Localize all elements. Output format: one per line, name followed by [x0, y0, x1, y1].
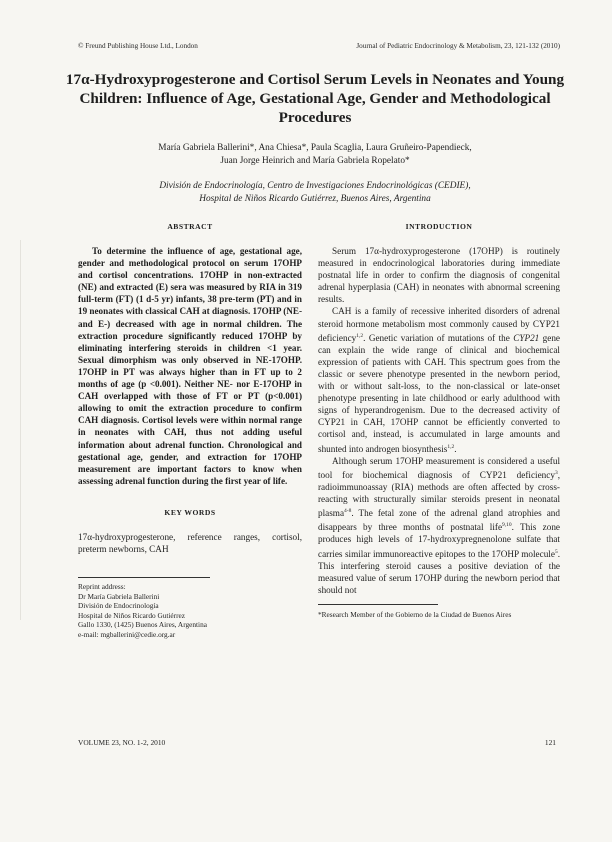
citation-superscript: 3	[554, 469, 558, 476]
gene-name: CYP21	[513, 332, 540, 343]
intro-p2-text-d: .	[454, 443, 457, 454]
intro-paragraph-1: Serum 17α-hydroxyprogesterone (17OHP) is routinely measured in endocrinological laboratories during immediate postnatal life in order to confirm the diagnosis of congenital adrenal hyperplasia (CAH) in neonates with abnormal screening results.	[318, 246, 560, 305]
author-footnote: *Research Member of the Gobierno de la Ciudad de Buenos Aires	[318, 610, 512, 619]
citation-superscript: 9,10	[502, 522, 512, 529]
reprint-hospital: Hospital de Niños Ricardo Gutiérrez	[78, 610, 185, 620]
running-header-journal: Journal of Pediatric Endocrinology & Metabolism, 23, 121-132 (2010)	[356, 42, 560, 50]
affiliation	[70, 180, 560, 205]
intro-p3-text-b: , radioimmunoassay (RIA) methods are often affected by cross-reacting with structurally similar steroids present in neonatal plasma	[318, 469, 560, 519]
article-title: 17α-Hydroxyprogesterone and Cortisol Serum Levels in Neonates and Young Children: Influence of Age, Gestational Age, Gender and Methodological Procedures	[65, 71, 565, 126]
citation-superscript: 1,2	[356, 332, 364, 339]
affiliation-line-2: Hospital de Niños Ricardo Gutiérrez, Buenos Aires, Argentina	[199, 193, 431, 204]
reprint-label: Reprint address:	[78, 582, 126, 592]
abstract-heading: ABSTRACT	[167, 222, 213, 231]
introduction-heading: INTRODUCTION	[405, 222, 473, 231]
reprint-name: Dr María Gabriela Ballerini	[78, 591, 160, 601]
running-header-publisher: © Freund Publishing House Ltd., London	[78, 42, 198, 50]
author-line-1: María Gabriela Ballerini*, Ana Chiesa*, Paula Scaglia, Laura Gruñeiro-Papendieck,	[158, 143, 472, 153]
abstract-text: To determine the influence of age, gestational age, gender and methodological protocol on serum 17OHP and cortisol concentrations. 17OHP in non-extracted (NE) and extracted (E) sera was measured by RIA in 319 full-term (FT) (1 d-5 yr) infants, 38 pre-term (PT) and in 19 neonates with classical CAH at diagnosis. 17OHP (NE- and E-) decreased with age in normal children. The extraction procedure significantly reduced 17OHP by eliminating interfering steroids in children <1 year. Sexual dimorphism was only observed in NE-17OHP. 17OHP in PT was always higher than in FT up to 2 months of age (p <0.001). Neither NE- nor E-17OHP in CAH overlapped with those of FT or PT (p<0.001) allowing to omit the extraction procedure to confirm CAH diagnosis. Cortisol levels were within normal range in neonates with CAH, thus not adding useful information about adrenal function. Chronological and gestational age, gender, and extraction for 17OHP measurement are important factors to know when assessing adrenal function during the first year of life.	[78, 246, 302, 486]
reprint-email: e-mail: mgballerini@cedie.org.ar	[78, 629, 176, 639]
intro-p2-text-b: . Genetic variation of mutations of the	[363, 332, 514, 343]
reprint-address	[78, 582, 302, 639]
author-line-2: Juan Jorge Heinrich and María Gabriela Ropelato*	[220, 155, 410, 166]
intro-p3-text-d: . This zone produces high levels of 17-hydroxypregnenolone sulfate that carries similar immunoreactive epitopes to the 17OHP molecule	[318, 522, 560, 559]
intro-p3-text-c: . The fetal zone of the adrenal gland atrophies and disappears by three months of postnatal life	[318, 508, 560, 533]
author-list	[70, 142, 560, 167]
page-number: 121	[544, 738, 556, 747]
intro-paragraph-2	[318, 305, 560, 454]
intro-p2-text-a: CAH is a family of recessive inherited disorders of adrenal steroid hormone metabolism most commonly caused by CYP21 deficiency	[318, 306, 560, 343]
scan-edge-shadow	[20, 240, 21, 620]
right-column	[318, 222, 560, 620]
intro-p3-text-e: . This interfering steroid causes a positive deviation of the measured value of serum 17OHP during the newborn period that should not	[318, 548, 560, 595]
footnote-divider	[318, 604, 438, 605]
keywords-text: 17α-hydroxyprogesterone, reference ranges, cortisol, preterm newborns, CAH	[78, 531, 302, 555]
citation-superscript: 4-8	[344, 508, 352, 515]
intro-p2-text-c: gene can explain the wide range of clinical and biochemical expression of patients with CAH. This spectrum goes from the classic or severe phenotype presented in the newborn period, with or without salt-loss, to the non-classical or late-onset phenotype presenting in late childhood or early adulthood with signs of hyperandrogenism. Due to the decreased activity of CYP21 in CAH, 17OHP cannot be efficiently converted to cortisol and, instead, is accumulated in large amounts and shunted into androgen biosynthesis	[318, 332, 561, 454]
keywords-heading: KEY WORDS	[164, 507, 216, 517]
reprint-division: División de Endocrinología	[78, 601, 159, 611]
reprint-divider	[78, 577, 210, 578]
citation-superscript: 5	[554, 548, 558, 555]
volume-footer: VOLUME 23, NO. 1-2, 2010	[78, 738, 166, 747]
intro-p3-text-a: Although serum 17OHP measurement is considered a useful tool for biochemical diagnosis of CYP21 deficiency	[318, 455, 560, 480]
affiliation-line-1: División de Endocrinología, Centro de Investigaciones Endocrinológicas (CEDIE),	[159, 181, 471, 191]
left-column	[78, 222, 302, 639]
reprint-street: Gallo 1330, (1425) Buenos Aires, Argentina	[78, 620, 207, 630]
intro-paragraph-3	[318, 455, 560, 596]
citation-superscript: 1,2	[447, 443, 455, 450]
